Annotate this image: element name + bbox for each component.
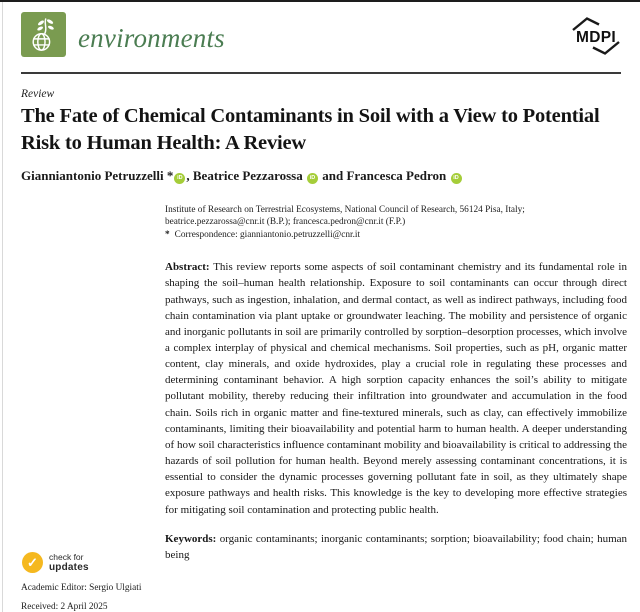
journal-title: environments	[78, 23, 225, 53]
main-column	[165, 204, 627, 563]
article-title: The Fate of Chemical Contaminants in Soil with a View to Potential Risk to Human Health: A Review	[21, 105, 600, 154]
authors-line	[21, 168, 621, 184]
keywords-label: Keywords:	[165, 532, 217, 545]
affiliation-text: Institute of Research on Terrestrial Ecosystems, National Council of Research, 56124 Pisa, Italy; beatrice.pezzarossa@cnr.it (B.P.); francesca.pedron@cnr.it (F.P.)	[165, 205, 525, 228]
author-separator: ,	[186, 168, 193, 183]
author-separator: and	[319, 168, 347, 183]
mdpi-logo	[569, 14, 623, 58]
page-edge-line	[2, 2, 3, 612]
orcid-icon[interactable]: iD	[307, 173, 318, 184]
abstract-paragraph	[165, 259, 627, 518]
journal-logo	[21, 12, 66, 57]
abstract-label: Abstract:	[165, 261, 210, 274]
badge-line-1: check for	[49, 552, 84, 562]
check-for-updates-label	[49, 552, 89, 573]
article-type-label: Review	[21, 88, 55, 100]
correspondence-line	[165, 229, 627, 241]
check-for-updates-badge[interactable]	[22, 552, 89, 573]
orcid-icon[interactable]: iD	[451, 173, 462, 184]
academic-editor-line: Academic Editor: Sergio Ulgiati	[21, 583, 142, 593]
orcid-icon[interactable]: iD	[174, 173, 185, 184]
corresponding-author-mark: *	[163, 168, 174, 183]
author-name-3: Francesca Pedron	[346, 168, 447, 183]
globe-sprout-icon	[25, 15, 63, 55]
keywords-paragraph	[165, 531, 627, 563]
header-divider	[21, 72, 621, 74]
correspondence-marker: *	[165, 229, 170, 240]
mdpi-logo-text: MDPI	[576, 29, 616, 46]
received-date-line: Received: 2 April 2025	[21, 602, 108, 612]
badge-line-2: updates	[49, 561, 89, 573]
correspondence-text: Correspondence: gianniantonio.petruzzelli@cnr.it	[174, 229, 361, 240]
author-name-2: Beatrice Pezzarossa	[192, 168, 303, 183]
checkmark-icon: ✓	[22, 552, 43, 573]
abstract-text: This review reports some aspects of soil contaminant chemistry and its fundamental role in shaping the soil–human health relationship. Exposure to soil contaminants can occur through direct pathways, such as ingestion, inhalation, and dermal contact, as well as indirect pathways, including food chain contamination via plant uptake or groundwater leaching. The mobility and persistence of organic and inorganic pollutants in soil are primarily controlled by sorption–desorption processes, which involve a complex interplay of physical and chemical mechanisms. Soil properties, such as pH, organic matter content, clay minerals, and oxide hydroxides, play a crucial role in regulating these processes and determining contaminant behavior. A high sorption capacity enhances the soil’s ability to mitigate pollutant mobility, thereby reducing their infiltration into groundwater and accumulation in the food chain. Soils rich in organic matter and fine-textured minerals, such as clay, can effectively immobilize contaminants, limiting their bioavailability and potential harm to human health. A deeper understanding of how soil characteristics influence contaminant mobility and bioavailability is critical to addressing the hazards of soil pollution for human health. Beyond merely assessing contaminant concentrations, it is essential to consider the dynamic processes governing pollutant fate in soil, as they ultimately shape exposure pathways and health risks. This knowledge is the key to developing more effective strategies for mitigating soil contamination and protecting public health.	[165, 261, 627, 516]
keywords-text: organic contaminants; inorganic contaminants; sorption; bioavailability; food chain; human being	[165, 532, 628, 561]
author-name-1: Gianniantonio Petruzzelli	[21, 168, 164, 183]
